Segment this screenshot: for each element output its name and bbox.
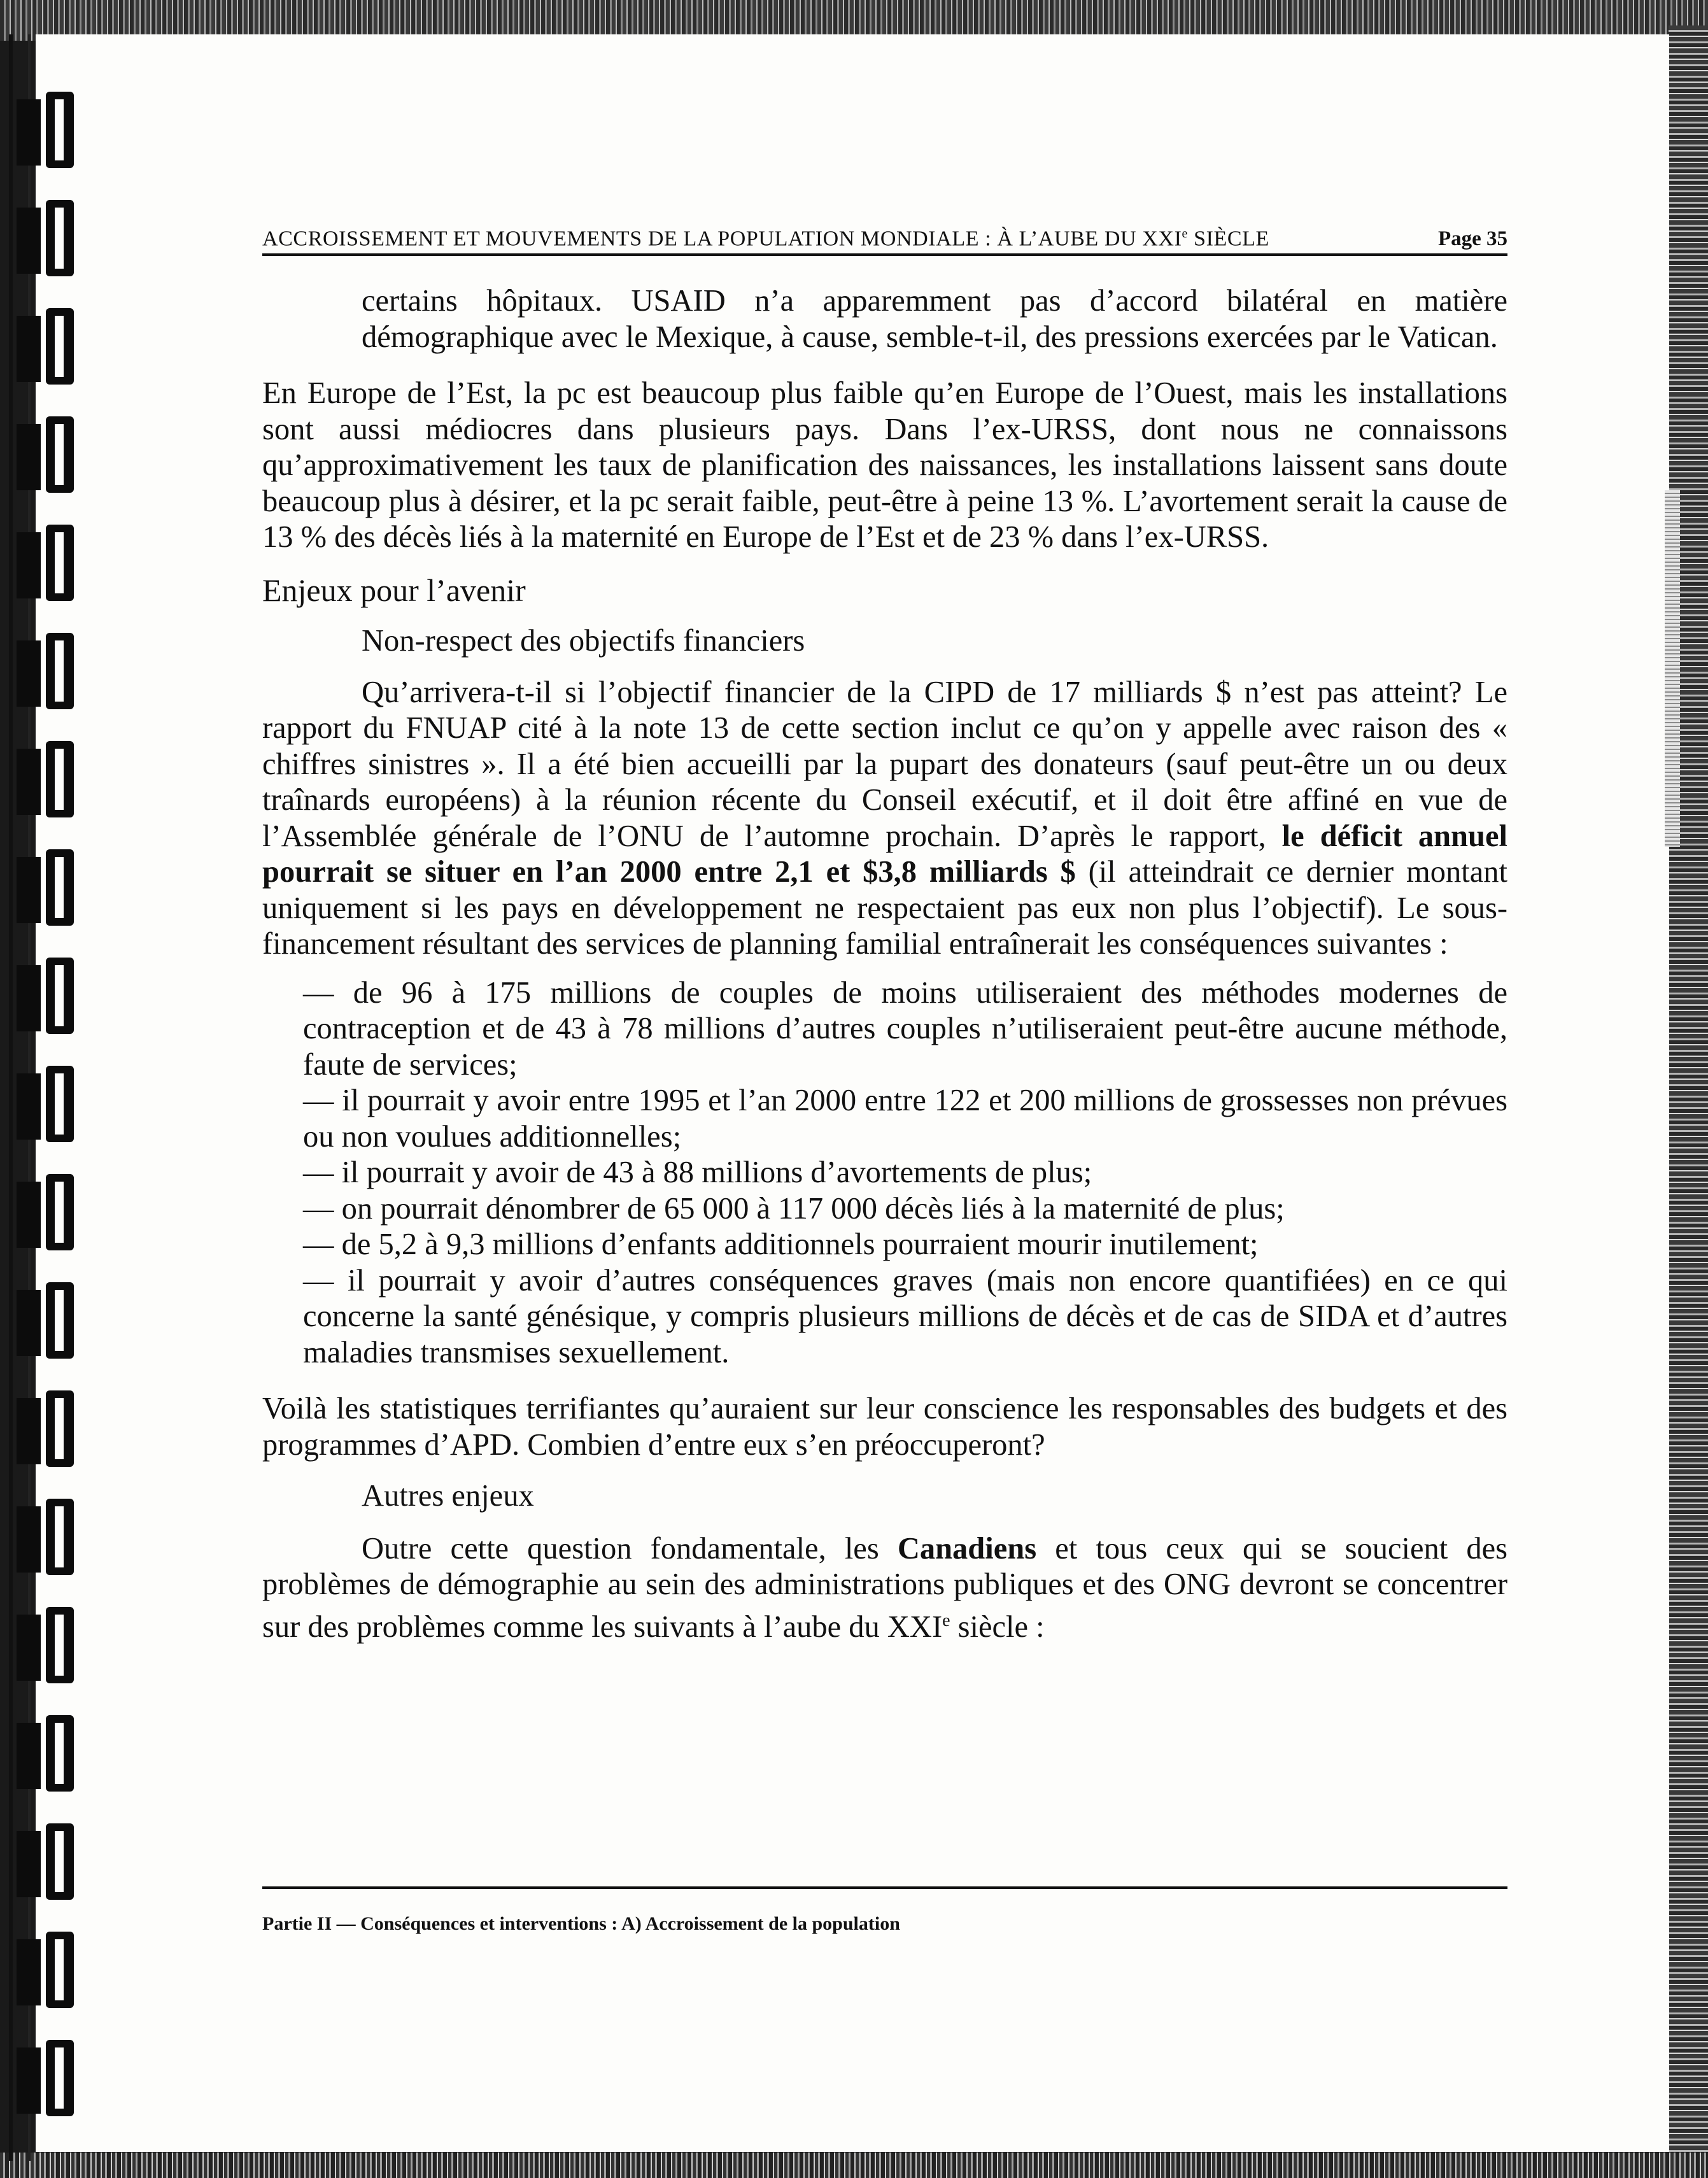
binding-ring — [17, 2040, 87, 2116]
binding-ring — [17, 1932, 87, 2008]
footer-rule — [262, 1886, 1507, 1889]
paragraph-cipd: Qu’arrivera-t-il si l’objectif financier de la CIPD de 17 milliards $ n’est pas atteint? Le rapport du FNUAP cité à la note 13 de cette section inclut ce qu’on y appelle avec raison des « chiffres sinistres ». Il a été bien accueilli par la pupart des donateurs (sauf peut-être un ou deux traînards européens) à la réunion récente du Conseil exécutif, et il doit être affiné en vue de l’Assemblée générale de l’ONU de l’automne prochain. D’après le rapport, le déficit annuel pourrait se situer en l’an 2000 entre 2,1 et $3,8 milliards $ (il atteindrait ce dernier montant uniquement si les pays en développement ne respectaient pas eux non plus l’objectif). Le sous-financement résultant des services de planning familial entraînerait les conséquences suivantes : — [262, 675, 1507, 961]
list-item: — de 96 à 175 millions de couples de moins utiliseraient des méthodes modernes de contraception et de 43 à 78 millions d’autres couples n’utiliseraient peut-être aucune méthode, faute de services; — [303, 975, 1507, 1082]
binding-ring — [17, 525, 87, 601]
consequences-list — [262, 975, 1507, 1371]
binding-ring — [17, 741, 87, 817]
list-item: — on pourrait dénombrer de 65 000 à 117 000 décès liés à la maternité de plus; — [303, 1191, 1285, 1226]
paragraph-statistiques: Voilà les statistiques terrifiantes qu’auraient sur leur conscience les responsables des budgets et des programmes d’APD. Combien d’entre eux s’en préoccuperont? — [262, 1392, 1507, 1462]
paragraph-continuation: certains hôpitaux. USAID n’a apparemment pas d’accord bilatéral en matière démographique avec le Mexique, à cause, semble-t-il, des pressions exercées par le Vatican. — [362, 284, 1507, 354]
binding-ring — [17, 633, 87, 709]
page-number: Page 35 — [1437, 227, 1507, 251]
binding-ring — [17, 416, 87, 493]
binding-ring — [17, 1066, 87, 1142]
emphasis-deficit: le déficit annuel pourrait se situer en l’an 2000 entre 2,1 et $3,8 milliards $ — [262, 819, 1507, 889]
binding-ring — [17, 1499, 87, 1575]
paragraph-autres-enjeux: Outre cette question fondamentale, les Canadiens et tous ceux qui se soucient des problèmes de démographie au sein des administrations publiques et des ONG devront se concentrer sur des problèmes comme les suivants à l’aube du XXIe siècle : — [262, 1531, 1507, 1644]
binding-ring — [17, 200, 87, 276]
page-edge-shadow — [1665, 490, 1680, 847]
scan-border-bottom — [0, 2153, 1708, 2178]
binding-ring — [17, 92, 87, 168]
binding-ring — [17, 958, 87, 1034]
paragraph-europe-est: En Europe de l’Est, la pc est beaucoup plus faible qu’en Europe de l’Ouest, mais les installations sont aussi médiocres dans plusieurs pays. Dans l’ex-URSS, dont nous ne connaissons qu’approximativement les taux de planification des naissances, les installations laissent sans doute beaucoup plus à désirer, et la pc serait faible, peut-être à peine 13 %. L’avortement serait la cause de 13 % des décès liés à la maternité en Europe de l’Est et de 23 % dans l’ex-URSS. — [262, 376, 1507, 554]
subsection-heading: Autres enjeux — [362, 1479, 534, 1513]
binding-ring — [17, 1174, 87, 1250]
binding-ring — [17, 849, 87, 926]
document-body — [262, 283, 1507, 1645]
binding-edge-line — [9, 34, 13, 2161]
binding-ring — [17, 1715, 87, 1792]
list-item: — il pourrait y avoir d’autres conséquences graves (mais non encore quantifiées) en ce qui concerne la santé génésique, y compris plusieurs millions de décès et de cas de SIDA et d’autres maladies transmises sexuellement. — [303, 1263, 1507, 1369]
list-item: — il pourrait y avoir entre 1995 et l’an 2000 entre 122 et 200 millions de grossesses non prévues ou non voulues additionnelles; — [303, 1084, 1507, 1154]
scan-border-right — [1669, 25, 1708, 2152]
section-heading: Enjeux pour l’avenir — [262, 572, 526, 608]
running-footer: Partie II — Conséquences et interventions : A) Accroissement de la population — [262, 1913, 900, 1934]
binding-ring — [17, 1607, 87, 1683]
binding-ring — [17, 1390, 87, 1467]
list-item: — il pourrait y avoir de 43 à 88 millions d’avortements de plus; — [303, 1156, 1092, 1189]
list-item: — de 5,2 à 9,3 millions d’enfants additionnels pourraient mourir inutilement; — [303, 1227, 1259, 1261]
spiral-binding — [0, 34, 95, 2161]
subsection-heading: Non-respect des objectifs financiers — [362, 624, 805, 658]
binding-ring — [17, 1282, 87, 1359]
emphasis-canadiens: Canadiens — [897, 1531, 1037, 1566]
running-header — [262, 227, 1507, 256]
binding-ring — [17, 308, 87, 385]
running-title: ACCROISSEMENT ET MOUVEMENTS DE LA POPULATION MONDIALE : À L’AUBE DU XXIe SIÈCLE — [262, 227, 1269, 251]
binding-ring — [17, 1823, 87, 1900]
